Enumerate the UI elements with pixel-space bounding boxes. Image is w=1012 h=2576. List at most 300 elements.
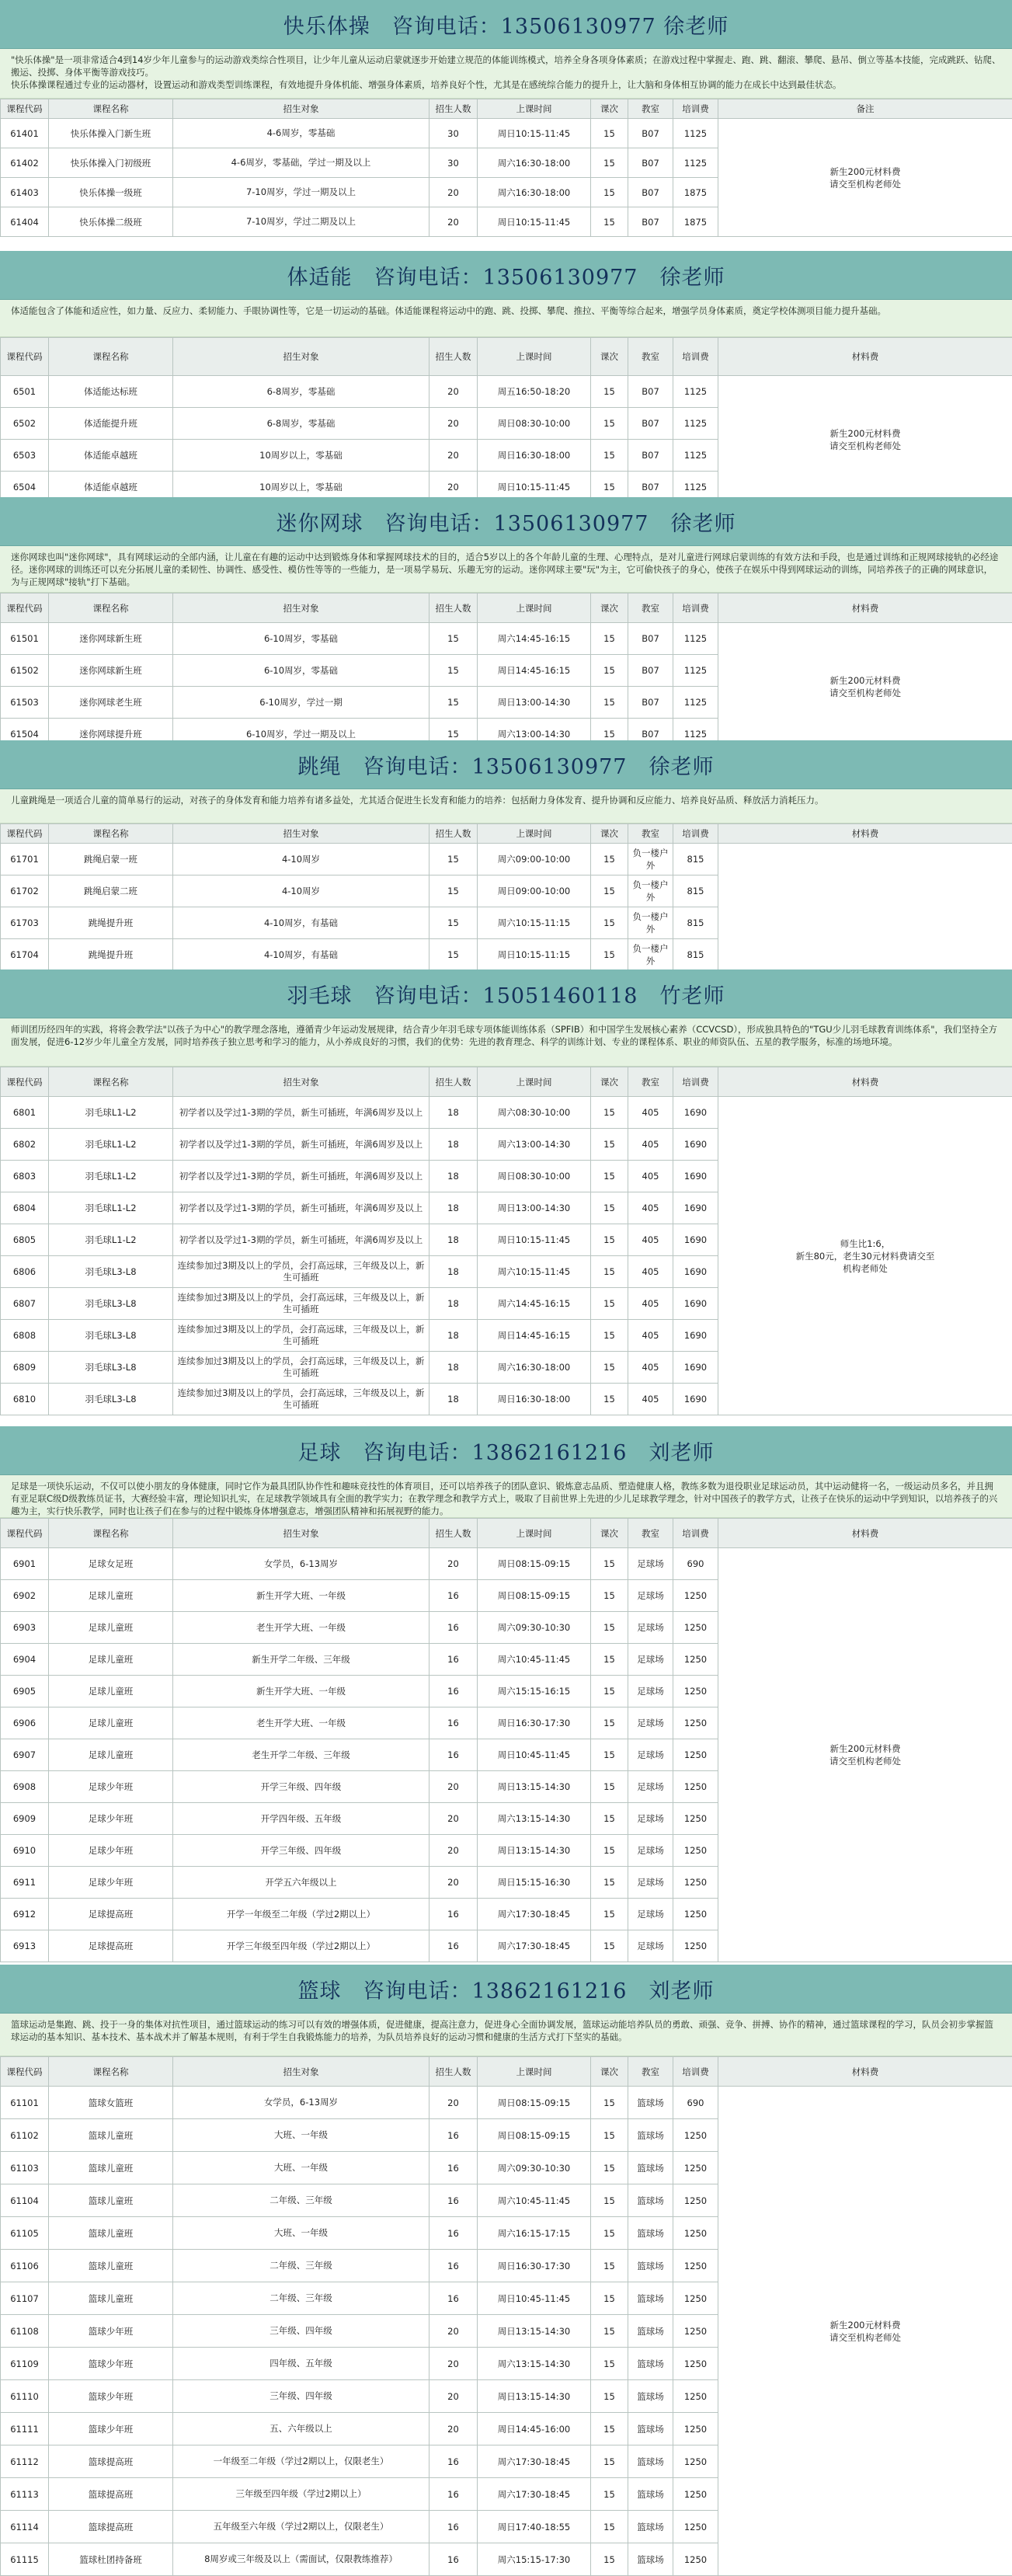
table-cell: 15 bbox=[591, 1097, 628, 1129]
table-cell: 周日10:15-11:45 bbox=[478, 1224, 591, 1256]
table-cell: 61504 bbox=[1, 719, 49, 750]
table-cell: 6804 bbox=[1, 1192, 49, 1224]
table-cell: 足球场 bbox=[628, 1580, 673, 1612]
table-cell: 足球场 bbox=[628, 1612, 673, 1644]
table-cell: 15 bbox=[591, 1771, 628, 1803]
table-header-row bbox=[1, 594, 1012, 623]
table-cell: 周日13:15-14:30 bbox=[478, 1771, 591, 1803]
table-cell: 30 bbox=[429, 119, 478, 148]
material-fee-note: 新生200元材料费 请交至机构老师处 bbox=[718, 2087, 1012, 2576]
table-cell: 连续参加过3期及以上的学员，会打高远球，三年级及以上，新生可插班 bbox=[173, 1384, 429, 1415]
table-cell: 周六10:15-11:15 bbox=[478, 907, 591, 939]
column-header: 课程名称 bbox=[49, 594, 173, 623]
table-cell: 羽毛球L3-L8 bbox=[49, 1256, 173, 1288]
table-cell: 周六13:00-14:30 bbox=[478, 719, 591, 750]
table-cell: 15 bbox=[591, 687, 628, 719]
table-cell: 1125 bbox=[673, 623, 718, 655]
table-cell: 15 bbox=[591, 178, 628, 207]
table-cell: 16 bbox=[429, 2478, 478, 2511]
table-cell: 1250 bbox=[673, 1707, 718, 1739]
table-cell: 61102 bbox=[1, 2119, 49, 2152]
table-cell: 6910 bbox=[1, 1835, 49, 1867]
table-cell: 405 bbox=[628, 1129, 673, 1161]
table-cell: B07 bbox=[628, 119, 673, 148]
table-cell: 跳绳启蒙一班 bbox=[49, 844, 173, 875]
section-title: 足球 咨询电话：13862161216 刘老师 bbox=[0, 1426, 1012, 1475]
table-cell: 16 bbox=[429, 2511, 478, 2543]
section-title: 跳绳 咨询电话：13506130977 徐老师 bbox=[0, 740, 1012, 789]
column-header: 上课时间 bbox=[478, 1067, 591, 1097]
table-cell: 6-8周岁，零基础 bbox=[173, 376, 429, 408]
column-header: 教室 bbox=[628, 99, 673, 119]
table-cell: 周日10:45-11:45 bbox=[478, 1739, 591, 1771]
table-cell: 周日16:30-18:00 bbox=[478, 440, 591, 472]
table-cell: 1250 bbox=[673, 1867, 718, 1899]
table-cell: 15 bbox=[591, 719, 628, 750]
table-cell: 16 bbox=[429, 2543, 478, 2576]
table-cell: 足球场 bbox=[628, 1803, 673, 1835]
table-cell: 周日13:00-14:30 bbox=[478, 1192, 591, 1224]
table-cell: 20 bbox=[429, 408, 478, 440]
table-cell: 61701 bbox=[1, 844, 49, 875]
table-cell: 15 bbox=[591, 408, 628, 440]
course-section bbox=[0, 497, 1012, 750]
table-cell: 篮球儿童班 bbox=[49, 2217, 173, 2250]
table-cell: B07 bbox=[628, 623, 673, 655]
table-cell: 15 bbox=[429, 719, 478, 750]
table-cell: 周六16:30-18:00 bbox=[478, 1352, 591, 1384]
table-cell: 篮球儿童班 bbox=[49, 2282, 173, 2315]
table-cell: 开学三年级至四年级（学过2期以上） bbox=[173, 1930, 429, 1962]
table-cell: 迷你网球提升班 bbox=[49, 719, 173, 750]
table-cell: 羽毛球L1-L2 bbox=[49, 1192, 173, 1224]
table-cell: 16 bbox=[429, 1612, 478, 1644]
table-cell: B07 bbox=[628, 687, 673, 719]
table-cell: 篮球杜团持备班 bbox=[49, 2543, 173, 2576]
table-cell: 周六17:30-18:45 bbox=[478, 2478, 591, 2511]
table-cell: 1250 bbox=[673, 1676, 718, 1707]
table-cell: 61101 bbox=[1, 2087, 49, 2119]
table-cell: 体适能达标班 bbox=[49, 376, 173, 408]
table-row bbox=[1, 844, 1012, 875]
table-cell: 6911 bbox=[1, 1867, 49, 1899]
table-cell: 1125 bbox=[673, 440, 718, 472]
table-cell: 周六13:00-14:30 bbox=[478, 1129, 591, 1161]
table-cell: 16 bbox=[429, 2152, 478, 2184]
table-cell: 15 bbox=[429, 939, 478, 971]
table-cell: 1690 bbox=[673, 1352, 718, 1384]
table-header-row bbox=[1, 99, 1012, 119]
table-cell: 初学者以及学过1-3期的学员，新生可插班，年满6周岁及以上 bbox=[173, 1129, 429, 1161]
table-cell: 61106 bbox=[1, 2250, 49, 2282]
table-cell: 周日08:15-09:15 bbox=[478, 2087, 591, 2119]
table-cell: 篮球场 bbox=[628, 2152, 673, 2184]
table-cell: 4-10周岁 bbox=[173, 875, 429, 907]
table-cell: 405 bbox=[628, 1161, 673, 1192]
table-cell: 连续参加过3期及以上的学员，会打高远球，三年级及以上，新生可插班 bbox=[173, 1288, 429, 1320]
table-cell: 15 bbox=[591, 1835, 628, 1867]
column-header: 材料费 bbox=[718, 594, 1012, 623]
table-cell: 1250 bbox=[673, 2380, 718, 2413]
table-cell: 15 bbox=[591, 1256, 628, 1288]
table-cell: 15 bbox=[591, 2119, 628, 2152]
table-cell: 四年级、五年级 bbox=[173, 2348, 429, 2380]
table-cell: 20 bbox=[429, 2087, 478, 2119]
table-cell: 大班、一年级 bbox=[173, 2152, 429, 2184]
table-cell: 初学者以及学过1-3期的学员，新生可插班，年满6周岁及以上 bbox=[173, 1192, 429, 1224]
table-cell: B07 bbox=[628, 408, 673, 440]
table-cell: 20 bbox=[429, 1835, 478, 1867]
table-header-row bbox=[1, 338, 1012, 376]
table-cell: 6503 bbox=[1, 440, 49, 472]
table-cell: 815 bbox=[673, 844, 718, 875]
table-cell: 15 bbox=[591, 2087, 628, 2119]
table-cell: 开学四年级、五年级 bbox=[173, 1803, 429, 1835]
column-header: 招生对象 bbox=[173, 338, 429, 376]
table-cell: 15 bbox=[591, 2348, 628, 2380]
table-cell: 61114 bbox=[1, 2511, 49, 2543]
table-cell: 18 bbox=[429, 1224, 478, 1256]
column-header: 课程代码 bbox=[1, 824, 49, 844]
table-cell: 1250 bbox=[673, 2217, 718, 2250]
table-cell: 6907 bbox=[1, 1739, 49, 1771]
table-cell: 1250 bbox=[673, 1899, 718, 1930]
table-cell: 61113 bbox=[1, 2478, 49, 2511]
table-cell: 跳绳启蒙二班 bbox=[49, 875, 173, 907]
table-cell: 篮球场 bbox=[628, 2348, 673, 2380]
table-cell: 15 bbox=[429, 907, 478, 939]
table-cell: 1690 bbox=[673, 1192, 718, 1224]
table-cell: 4-10周岁，有基础 bbox=[173, 939, 429, 971]
table-cell: 周日16:30-18:00 bbox=[478, 1384, 591, 1415]
course-table bbox=[0, 1067, 1012, 1415]
table-cell: 6912 bbox=[1, 1899, 49, 1930]
table-cell: 周六16:30-18:00 bbox=[478, 178, 591, 207]
table-cell: 4-10周岁，有基础 bbox=[173, 907, 429, 939]
table-cell: 61704 bbox=[1, 939, 49, 971]
table-cell: 二年级、三年级 bbox=[173, 2282, 429, 2315]
course-section bbox=[0, 0, 1012, 237]
table-cell: 周五16:50-18:20 bbox=[478, 376, 591, 408]
column-header: 培训费 bbox=[673, 2057, 718, 2087]
table-cell: 周六14:45-16:15 bbox=[478, 1288, 591, 1320]
course-table bbox=[0, 99, 1012, 237]
column-header: 课程名称 bbox=[49, 99, 173, 119]
table-cell: 羽毛球L1-L2 bbox=[49, 1161, 173, 1192]
course-section bbox=[0, 251, 1012, 503]
table-cell: 1690 bbox=[673, 1097, 718, 1129]
table-cell: 开学一年级至二年级（学过2期以上） bbox=[173, 1899, 429, 1930]
table-cell: 20 bbox=[429, 440, 478, 472]
table-cell: 6502 bbox=[1, 408, 49, 440]
course-section bbox=[0, 1965, 1012, 2576]
table-cell: 15 bbox=[591, 1867, 628, 1899]
table-header-row bbox=[1, 1067, 1012, 1097]
table-cell: 7-10周岁，学过一期及以上 bbox=[173, 178, 429, 207]
table-cell: 足球场 bbox=[628, 1930, 673, 1962]
table-cell: 周日10:15-11:45 bbox=[478, 472, 591, 503]
section-description: 迷你网球也叫"迷你网球"，具有网球运动的全部内涵，让儿童在有趣的运动中达到锻炼身体和掌握网球技术的目的，适合5岁以上的各个年龄儿童的生理、心理特点，是对儿童进行网球启蒙训练的有效方法和手段，也是通过训练和正规网球接轨的必经途径。迷你网球的训练还可以充分拓展儿童的柔韧性、协调性、感受性、模仿性等等的一些能力，是一项易学易玩、乐趣无穷的运动。迷你网球主要"玩"为主，它可偷快孩子的身心，使孩子在娱乐中得到网球运动的训练，同培养孩子的正确的网球意识，为与正规网球"接轨"打下基础。 bbox=[0, 546, 1012, 593]
table-cell: 20 bbox=[429, 1771, 478, 1803]
table-cell: 周六16:30-18:00 bbox=[478, 148, 591, 178]
table-cell: 18 bbox=[429, 1097, 478, 1129]
table-cell: 周日08:30-10:00 bbox=[478, 1161, 591, 1192]
table-cell: 周六10:15-11:45 bbox=[478, 1256, 591, 1288]
table-cell: 1125 bbox=[673, 148, 718, 178]
column-header: 培训费 bbox=[673, 338, 718, 376]
table-cell: 15 bbox=[591, 939, 628, 971]
table-cell: 15 bbox=[591, 1676, 628, 1707]
table-cell: 15 bbox=[591, 119, 628, 148]
column-header: 招生人数 bbox=[429, 1519, 478, 1548]
table-cell: 篮球场 bbox=[628, 2184, 673, 2217]
table-cell: 15 bbox=[591, 1548, 628, 1580]
table-cell: 周日16:30-17:30 bbox=[478, 1707, 591, 1739]
table-cell: 61703 bbox=[1, 907, 49, 939]
table-cell: 18 bbox=[429, 1192, 478, 1224]
table-cell: 1250 bbox=[673, 1771, 718, 1803]
table-cell: 61108 bbox=[1, 2315, 49, 2348]
table-cell: 足球场 bbox=[628, 1899, 673, 1930]
table-cell: 1250 bbox=[673, 2250, 718, 2282]
section-description: "快乐体操"是一项非常适合4到14岁少年儿童参与的运动游戏类综合性项目，让少年儿童从运动启蒙就逐步开始建立规范的体能训练模式，培养全身各项身体素质；在游戏过程中掌握走、跑、跳、翻滚、攀爬、悬吊、倒立等基本技能，完成跳跃、钻爬、搬运、投掷、身体平衡等游戏技巧。 快乐体操课程通过专业的运动器材，设置运动和游戏类型训练课程，有效地提升身体机能、增强身体素质，培养良好个性，尤其是在感统综合能力的提升上，让大脑和身体相互协调的能力在成长中达到最佳状态。 bbox=[0, 49, 1012, 99]
table-header-row bbox=[1, 824, 1012, 844]
table-cell: 羽毛球L3-L8 bbox=[49, 1352, 173, 1384]
section-description: 师训团历经四年的实践，将将会教学法"以孩子为中心"的教学理念落地，遵循青少年运动发展规律，结合青少年羽毛球专项体能训练体系（SPFIB）和中国学生发展核心素养（CCVCSD），形成独具特色的"TGU少儿羽毛球教育训练体系"，我们坚持全方面发展，促进6-12岁少年儿童全方发展，同时培养孩子独立思考和学习的能力，从小养成良好的习惯，我们的优势：先进的教育理念、科学的训练计划、专业的课程体系、职业的师资队伍、五星的教学服务，标准的场地环境。 bbox=[0, 1018, 1012, 1067]
table-cell: 1250 bbox=[673, 2152, 718, 2184]
table-cell: 20 bbox=[429, 2380, 478, 2413]
table-cell: 20 bbox=[429, 2348, 478, 2380]
table-cell: 足球场 bbox=[628, 1739, 673, 1771]
table-cell: 1690 bbox=[673, 1320, 718, 1352]
table-cell: 15 bbox=[591, 2282, 628, 2315]
table-cell: 16 bbox=[429, 2119, 478, 2152]
table-cell: 15 bbox=[591, 1224, 628, 1256]
table-cell: 16 bbox=[429, 2445, 478, 2478]
table-cell: 篮球场 bbox=[628, 2315, 673, 2348]
column-header: 教室 bbox=[628, 1519, 673, 1548]
table-cell: 篮球少年班 bbox=[49, 2413, 173, 2445]
table-cell: B07 bbox=[628, 178, 673, 207]
material-fee-note: 新生200元材料费 请交至机构老师处 bbox=[718, 623, 1012, 750]
table-cell: 30 bbox=[429, 148, 478, 178]
section-title: 体适能 咨询电话：13506130977 徐老师 bbox=[0, 251, 1012, 300]
section-description: 篮球运动是集跑、跳、投于一身的集体对抗性项目，通过篮球运动的练习可以有效的增强体质，促进健康，提高注意力，促进身心全面协调发展，篮球运动能培养队员的勇敢、顽强、竞争、拼搏、协作的精神，通过篮球课程的学习，队员会初步掌握篮球运动的基本知识、基本技术、基本战术并了解基本规则，有利于学生自我锻炼能力的培养，为队员培养良好的运动习惯和健康的生活方式打下坚实的基础。 bbox=[0, 2014, 1012, 2056]
course-table bbox=[0, 2056, 1012, 2576]
table-cell: 15 bbox=[591, 1320, 628, 1352]
table-cell: 体适能卓越班 bbox=[49, 472, 173, 503]
table-cell: 篮球儿童班 bbox=[49, 2250, 173, 2282]
table-cell: 61404 bbox=[1, 207, 49, 237]
table-cell: 足球少年班 bbox=[49, 1803, 173, 1835]
table-cell: 690 bbox=[673, 2087, 718, 2119]
column-header: 招生人数 bbox=[429, 1067, 478, 1097]
table-cell: 周日15:15-16:30 bbox=[478, 1867, 591, 1899]
table-cell: 18 bbox=[429, 1384, 478, 1415]
table-cell: 15 bbox=[591, 1612, 628, 1644]
table-cell: 6905 bbox=[1, 1676, 49, 1707]
table-cell: B07 bbox=[628, 148, 673, 178]
table-cell: 体适能卓越班 bbox=[49, 440, 173, 472]
table-cell: 15 bbox=[591, 2413, 628, 2445]
table-cell: 篮球提高班 bbox=[49, 2511, 173, 2543]
table-cell: 20 bbox=[429, 2413, 478, 2445]
table-cell: 1875 bbox=[673, 178, 718, 207]
table-cell: 大班、一年级 bbox=[173, 2119, 429, 2152]
table-cell: 篮球场 bbox=[628, 2478, 673, 2511]
table-cell: 足球少年班 bbox=[49, 1867, 173, 1899]
table-cell: 61112 bbox=[1, 2445, 49, 2478]
table-cell: 1125 bbox=[673, 687, 718, 719]
table-cell: 6913 bbox=[1, 1930, 49, 1962]
table-cell: 新生开学大班、一年级 bbox=[173, 1676, 429, 1707]
table-cell: 周日08:15-09:15 bbox=[478, 1580, 591, 1612]
column-header: 课程名称 bbox=[49, 338, 173, 376]
table-cell: 1250 bbox=[673, 2543, 718, 2576]
column-header: 材料费 bbox=[718, 2057, 1012, 2087]
table-cell: 61402 bbox=[1, 148, 49, 178]
table-cell: 二年级、三年级 bbox=[173, 2250, 429, 2282]
table-cell: 羽毛球L1-L2 bbox=[49, 1224, 173, 1256]
table-cell: 16 bbox=[429, 1930, 478, 1962]
table-cell: 1125 bbox=[673, 719, 718, 750]
column-header: 课程名称 bbox=[49, 1067, 173, 1097]
column-header: 招生对象 bbox=[173, 1519, 429, 1548]
table-cell: 16 bbox=[429, 1899, 478, 1930]
column-header: 课程代码 bbox=[1, 2057, 49, 2087]
table-cell: 周六15:15-17:30 bbox=[478, 2543, 591, 2576]
table-cell: 15 bbox=[591, 2543, 628, 2576]
column-header: 教室 bbox=[628, 2057, 673, 2087]
table-cell: 61110 bbox=[1, 2380, 49, 2413]
table-cell: 周六09:00-10:00 bbox=[478, 844, 591, 875]
table-cell: 初学者以及学过1-3期的学员，新生可插班，年满6周岁及以上 bbox=[173, 1097, 429, 1129]
table-cell: 周日13:15-14:30 bbox=[478, 1835, 591, 1867]
column-header: 培训费 bbox=[673, 1067, 718, 1097]
table-cell: 周日09:00-10:00 bbox=[478, 875, 591, 907]
table-cell: 15 bbox=[429, 623, 478, 655]
column-header: 课次 bbox=[591, 2057, 628, 2087]
table-cell: 初学者以及学过1-3期的学员，新生可插班，年满6周岁及以上 bbox=[173, 1224, 429, 1256]
column-header: 招生人数 bbox=[429, 824, 478, 844]
table-cell: 老生开学大班、一年级 bbox=[173, 1707, 429, 1739]
table-cell: 周日16:30-17:30 bbox=[478, 2250, 591, 2282]
table-cell: 周日14:45-16:15 bbox=[478, 655, 591, 687]
column-header: 材料费 bbox=[718, 1519, 1012, 1548]
table-cell: 15 bbox=[591, 1739, 628, 1771]
table-cell: 18 bbox=[429, 1288, 478, 1320]
table-cell: 15 bbox=[591, 1803, 628, 1835]
table-cell: 6-10周岁，零基础 bbox=[173, 623, 429, 655]
table-cell: 61115 bbox=[1, 2543, 49, 2576]
column-header: 课次 bbox=[591, 338, 628, 376]
column-header: 课次 bbox=[591, 594, 628, 623]
table-cell: 足球儿童班 bbox=[49, 1612, 173, 1644]
column-header: 材料费 bbox=[718, 1067, 1012, 1097]
table-cell: 18 bbox=[429, 1129, 478, 1161]
table-cell: 篮球场 bbox=[628, 2250, 673, 2282]
table-cell: 15 bbox=[591, 2511, 628, 2543]
column-header: 课程名称 bbox=[49, 1519, 173, 1548]
column-header: 教室 bbox=[628, 338, 673, 376]
table-cell: 6807 bbox=[1, 1288, 49, 1320]
table-cell: 4-10周岁 bbox=[173, 844, 429, 875]
column-header: 课程代码 bbox=[1, 99, 49, 119]
table-cell: 61501 bbox=[1, 623, 49, 655]
table-cell: 15 bbox=[591, 2152, 628, 2184]
table-cell: 羽毛球L1-L2 bbox=[49, 1129, 173, 1161]
table-cell: 15 bbox=[591, 1161, 628, 1192]
table-cell: 690 bbox=[673, 1548, 718, 1580]
table-cell: 篮球少年班 bbox=[49, 2380, 173, 2413]
table-cell: 6501 bbox=[1, 376, 49, 408]
table-cell: 周六17:30-18:45 bbox=[478, 1899, 591, 1930]
table-cell: 20 bbox=[429, 2315, 478, 2348]
table-cell: 1250 bbox=[673, 1739, 718, 1771]
table-cell: 6-8周岁，零基础 bbox=[173, 408, 429, 440]
table-cell: 足球儿童班 bbox=[49, 1739, 173, 1771]
table-header-row bbox=[1, 2057, 1012, 2087]
table-cell: 三年级、四年级 bbox=[173, 2380, 429, 2413]
table-cell: 6904 bbox=[1, 1644, 49, 1676]
table-cell: 老生开学大班、一年级 bbox=[173, 1612, 429, 1644]
table-cell: 6902 bbox=[1, 1580, 49, 1612]
table-cell: 6803 bbox=[1, 1161, 49, 1192]
table-cell: 篮球场 bbox=[628, 2119, 673, 2152]
table-row bbox=[1, 623, 1012, 655]
table-cell: 1690 bbox=[673, 1384, 718, 1415]
table-cell: 4-6周岁，零基础 bbox=[173, 119, 429, 148]
table-cell: 15 bbox=[429, 875, 478, 907]
table-cell: 篮球场 bbox=[628, 2445, 673, 2478]
column-header: 招生人数 bbox=[429, 2057, 478, 2087]
table-cell: 405 bbox=[628, 1224, 673, 1256]
table-cell: 1875 bbox=[673, 207, 718, 237]
table-cell: 15 bbox=[591, 875, 628, 907]
table-cell: 15 bbox=[591, 2380, 628, 2413]
table-cell: 61502 bbox=[1, 655, 49, 687]
column-header: 备注 bbox=[718, 99, 1012, 119]
table-cell: 20 bbox=[429, 178, 478, 207]
table-cell: B07 bbox=[628, 719, 673, 750]
table-cell: 周日13:15-14:30 bbox=[478, 2380, 591, 2413]
table-cell: B07 bbox=[628, 655, 673, 687]
column-header: 教室 bbox=[628, 1067, 673, 1097]
table-cell: 连续参加过3期及以上的学员，会打高远球，三年级及以上，新生可插班 bbox=[173, 1320, 429, 1352]
course-table bbox=[0, 1518, 1012, 1962]
column-header: 教室 bbox=[628, 594, 673, 623]
table-cell: 羽毛球L3-L8 bbox=[49, 1288, 173, 1320]
table-cell: 1690 bbox=[673, 1288, 718, 1320]
column-header: 课次 bbox=[591, 1067, 628, 1097]
table-cell: 6805 bbox=[1, 1224, 49, 1256]
table-cell: 迷你网球新生班 bbox=[49, 623, 173, 655]
table-cell: 15 bbox=[429, 655, 478, 687]
material-fee-note: 师生比1:6， 新生80元，老生30元材料费请交至 机构老师处 bbox=[718, 1097, 1012, 1415]
column-header: 课程代码 bbox=[1, 1519, 49, 1548]
table-cell: 15 bbox=[591, 2478, 628, 2511]
table-cell: 篮球提高班 bbox=[49, 2478, 173, 2511]
table-cell: 足球儿童班 bbox=[49, 1676, 173, 1707]
column-header: 上课时间 bbox=[478, 99, 591, 119]
table-cell: 开学三年级、四年级 bbox=[173, 1835, 429, 1867]
table-cell: 15 bbox=[591, 844, 628, 875]
table-cell: 6809 bbox=[1, 1352, 49, 1384]
table-cell: 6901 bbox=[1, 1548, 49, 1580]
table-cell: 7-10周岁，学过二期及以上 bbox=[173, 207, 429, 237]
column-header: 材料费 bbox=[718, 824, 1012, 844]
table-cell: 61107 bbox=[1, 2282, 49, 2315]
